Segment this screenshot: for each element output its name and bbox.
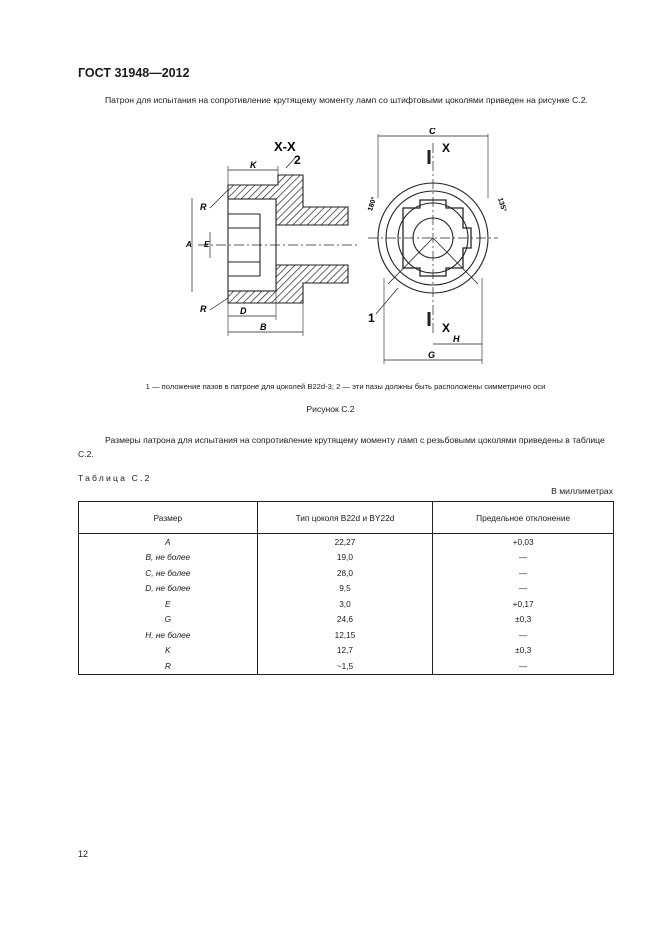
table-row: A 22,27 +0,03: [79, 534, 614, 550]
table-row: K 12,7 ±0,3: [79, 643, 614, 659]
label-x-bottom: X: [442, 321, 451, 335]
label-section: X-X: [274, 139, 296, 154]
table-title: Таблица С.2: [78, 473, 152, 483]
label-angle-left: 180°: [367, 196, 379, 213]
label-b: B: [260, 322, 267, 332]
table-row: G 24,6 ±0,3: [79, 612, 614, 628]
document-header: ГОСТ 31948—2012: [78, 66, 190, 80]
table-intro-paragraph: Размеры патрона для испытания на сопротивление крутящему моменту ламп с резьбовыми цоколями приведены в таблице С.2.: [78, 435, 605, 459]
label-g: G: [428, 350, 436, 360]
figure-caption: 1 — положение пазов в патроне для цоколей B22d-3; 2 — эти пазы должны быть расположены симметрично оси: [145, 382, 546, 391]
table-row: D, не более 9,5 —: [79, 581, 614, 597]
label-k: K: [250, 160, 257, 170]
front-view: [368, 134, 498, 364]
intro-paragraph: Патрон для испытания на сопротивление крутящему моменту ламп со штифтовыми цоколями приведен на рисунке С.2.: [105, 95, 588, 105]
table-units: В миллиметрах: [551, 486, 613, 496]
header-tolerance: Предельное отклонение: [433, 502, 614, 534]
label-c: C: [429, 128, 436, 136]
label-d: D: [240, 306, 247, 316]
header-type: Тип цоколя B22d и BY22d: [257, 502, 433, 534]
label-a: A: [186, 240, 192, 249]
table-row: B, не более 19,0 —: [79, 550, 614, 566]
label-r-top: R: [200, 202, 207, 212]
page-number: 12: [78, 849, 89, 859]
label-angle-right: 135°: [495, 196, 508, 213]
label-r-bottom: R: [200, 304, 207, 314]
table-row: H, не более 12,15 —: [79, 627, 614, 643]
section-view: [192, 158, 360, 336]
table-row: R ~1,5 —: [79, 658, 614, 674]
figure-c2-drawing: [170, 128, 530, 373]
figure-title: Рисунок С.2: [306, 404, 355, 414]
label-h: H: [453, 334, 460, 344]
table-row: E 3,0 +0,17: [79, 596, 614, 612]
label-e: E: [204, 240, 210, 249]
label-1: 1: [368, 311, 375, 325]
header-size: Размер: [79, 502, 258, 534]
table-row: C, не более 28,0 —: [79, 565, 614, 581]
dimensions-table: [78, 501, 614, 675]
label-2: 2: [294, 153, 301, 167]
label-x-top: X: [442, 141, 451, 155]
